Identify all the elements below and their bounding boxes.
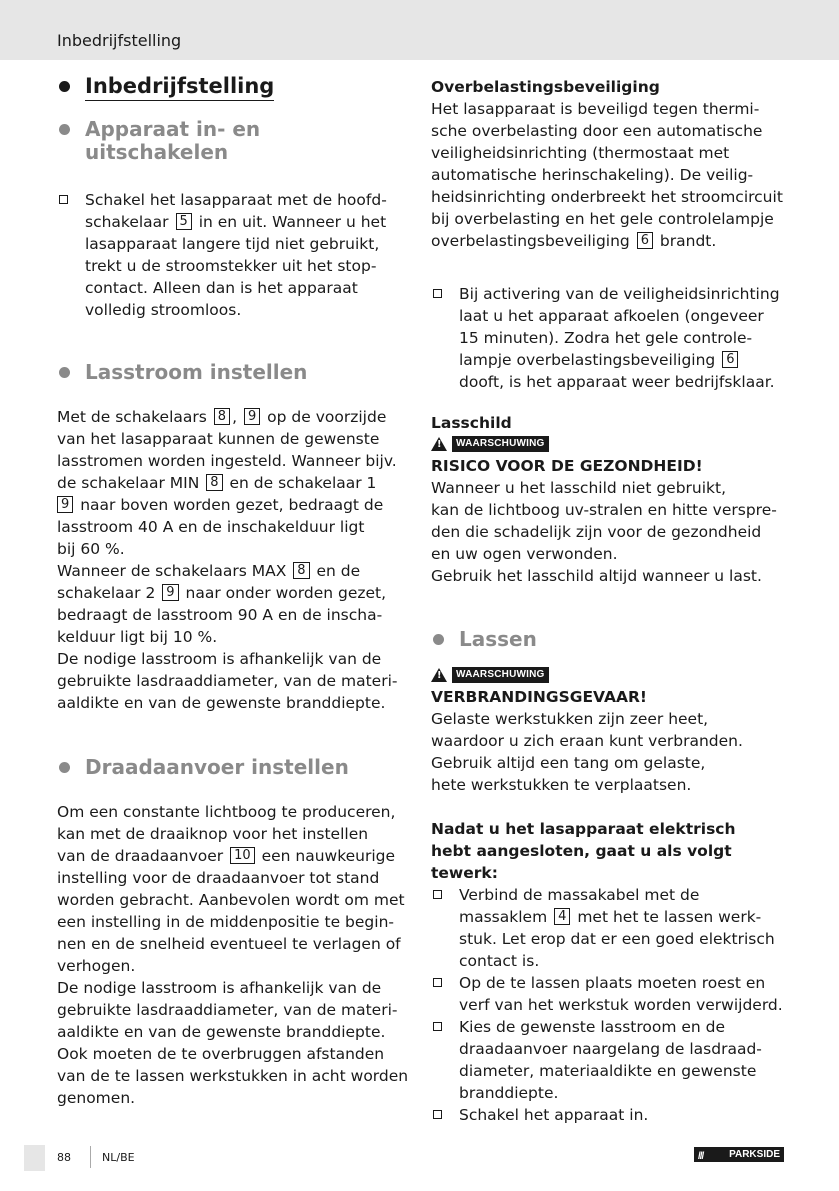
section-heading-commissioning: Inbedrijfstelling [57, 72, 409, 100]
heading-on-off: Apparaat in- en uitschakelen [57, 118, 409, 164]
overload-heading: Overbelastingsbeveiliging [431, 78, 660, 96]
ref-number: 5 [176, 213, 192, 230]
ref-number: 6 [722, 351, 738, 368]
step-choose-settings: Kies de gewenste lasstroom en de draadaanvoer naargelang de lasdraad- diameter, materiaaldikte en gewenste branddiepte. [431, 1016, 783, 1104]
warning-badge: ! WAARSCHUWING [431, 667, 549, 683]
burn-risk-heading: VERBRANDINGSGEVAAR! [431, 688, 647, 706]
wire-paragraph: Om een constante lichtboog te produceren, kan met de draaiknop voor het instellen van de draadaanvoer 10 een nauwkeurige instelling voor de draadaanvoer tot stand worden gebracht. Aanbevolen wordt om met een instelling in de middenpositie te begin- nen en de snelheid eventueel te verlagen of verhogen. De nodige lasstroom is afhankelijk van de gebruikte lasdraaddiameter, van de materi- aaldikte en van de gewenste branddiepte. Ook moeten de te overbruggen afstanden van de te lassen werkstukken in acht worden genomen. [57, 803, 409, 1107]
burn-paragraph: Gelaste werkstukken zijn zeer heet, waardoor u zich eraan kunt verbranden. Gebruik altijd een tang om gelaste, hete werkstukken te verplaatsen. [431, 710, 743, 794]
activation-instruction: Bij activering van de veiligheidsinrichting laat u het apparaat afkoelen (ongeveer 15 minuten). Zodra het gele controle- lampje overbelastingsbeveiliging 6 dooft, is het apparaat weer bedrijfsklaar. [431, 283, 783, 393]
checkbox-square-icon [433, 289, 442, 298]
step-connect-ground: Verbind de massakabel met de massaklem 4 met het te lassen werk- stuk. Let erop dat er een goed elektrisch contact is. [431, 884, 783, 972]
brand-stripes-icon: /// [698, 1151, 704, 1162]
overload-paragraph: Het lasapparaat is beveiligd tegen thermi- sche overbelasting door een automatische veiligheidsinrichting (thermostaat met automatische herinschakeling). De veilig- heidsinrichting onderbreekt het stroomcircuit bij overbelasting en het gele controlelampje overbelastingsbeveiliging 6 brandt. [431, 100, 783, 250]
running-header: Inbedrijfstelling [57, 31, 182, 50]
ref-number: 8 [206, 474, 222, 491]
shield-heading: Lasschild [431, 414, 512, 432]
bullet-dot-icon [433, 634, 444, 645]
page-footer [0, 1140, 839, 1180]
footer-divider [90, 1146, 91, 1168]
checkbox-square-icon [59, 195, 68, 204]
heading-wire-feed: Draadaanvoer instellen [57, 756, 409, 779]
ref-number: 9 [162, 584, 178, 601]
shield-paragraph: Wanneer u het lasschild niet gebruikt, kan de lichtboog uv-stralen en hitte verspre- den die schadelijk zijn voor de gezondheid en uw ogen verwonden. Gebruik het lasschild altijd wanneer u last. [431, 479, 777, 585]
step-clean-surface: Op de te lassen plaats moeten roest en verf van het werkstuk worden verwijderd. [431, 972, 783, 1016]
right-column [431, 76, 783, 1126]
checkbox-square-icon [433, 1022, 442, 1031]
checkbox-square-icon [433, 890, 442, 899]
brand-logo: /// PARKSIDE [694, 1147, 784, 1162]
locale-label: NL/BE [102, 1151, 135, 1164]
ref-number: 6 [637, 232, 653, 249]
procedure-heading: Nadat u het lasapparaat elektrisch hebt aangesloten, gaat u als volgt tewerk: [431, 820, 736, 882]
onoff-instruction: Schakel het lasapparaat met de hoofd- schakelaar 5 in en uit. Wanneer u het lasapparaat langere tijd niet gebruikt, trekt u de stroomstekker uit het stop- contact. Alleen dan is het apparaat volledig stroomloos. [57, 189, 409, 321]
checkbox-square-icon [433, 1110, 442, 1119]
page-tab-marker [24, 1145, 45, 1171]
heading-welding-current: Lasstroom instellen [57, 361, 409, 384]
bullet-dot-icon [59, 367, 70, 378]
bullet-dot-icon [59, 762, 70, 773]
heading-welding: Lassen [431, 628, 783, 651]
warning-triangle-icon [431, 437, 447, 451]
bullet-dot-icon [59, 124, 70, 135]
ref-number: 9 [57, 496, 73, 513]
header-bar [0, 0, 839, 60]
health-risk-heading: RISICO VOOR DE GEZONDHEID! [431, 457, 703, 475]
ref-number: 4 [554, 908, 570, 925]
ref-number: 10 [230, 847, 255, 864]
ref-number: 8 [214, 408, 230, 425]
step-switch-on: Schakel het apparaat in. [431, 1104, 783, 1126]
warning-badge: ! WAARSCHUWING [431, 436, 549, 452]
bullet-dot-icon [59, 81, 70, 92]
left-column [57, 70, 409, 1109]
checkbox-square-icon [433, 978, 442, 987]
ref-number: 9 [244, 408, 260, 425]
current-paragraph: Met de schakelaars 8 , 9 op de voorzijde van het lasapparaat kunnen de gewenste lasstromen worden ingesteld. Wanneer bijv. de schakelaar MIN 8 en de schakelaar 1 9 naar boven worden gezet, bedraagt de lasstroom 40 A en de inschakelduur ligt bij 60 %. Wanneer de schakelaars MAX 8 en de schakelaar 2 9 naar onder worden gezet, bedraagt de lasstroom 90 A en de inscha- kelduur ligt bij 10 %. De nodige lasstroom is afhankelijk van de gebruikte lasdraaddiameter, van de materi- aaldikte en van de gewenste branddiepte. [57, 408, 398, 712]
ref-number: 8 [293, 562, 309, 579]
page-number: 88 [57, 1151, 71, 1164]
warning-triangle-icon [431, 668, 447, 682]
